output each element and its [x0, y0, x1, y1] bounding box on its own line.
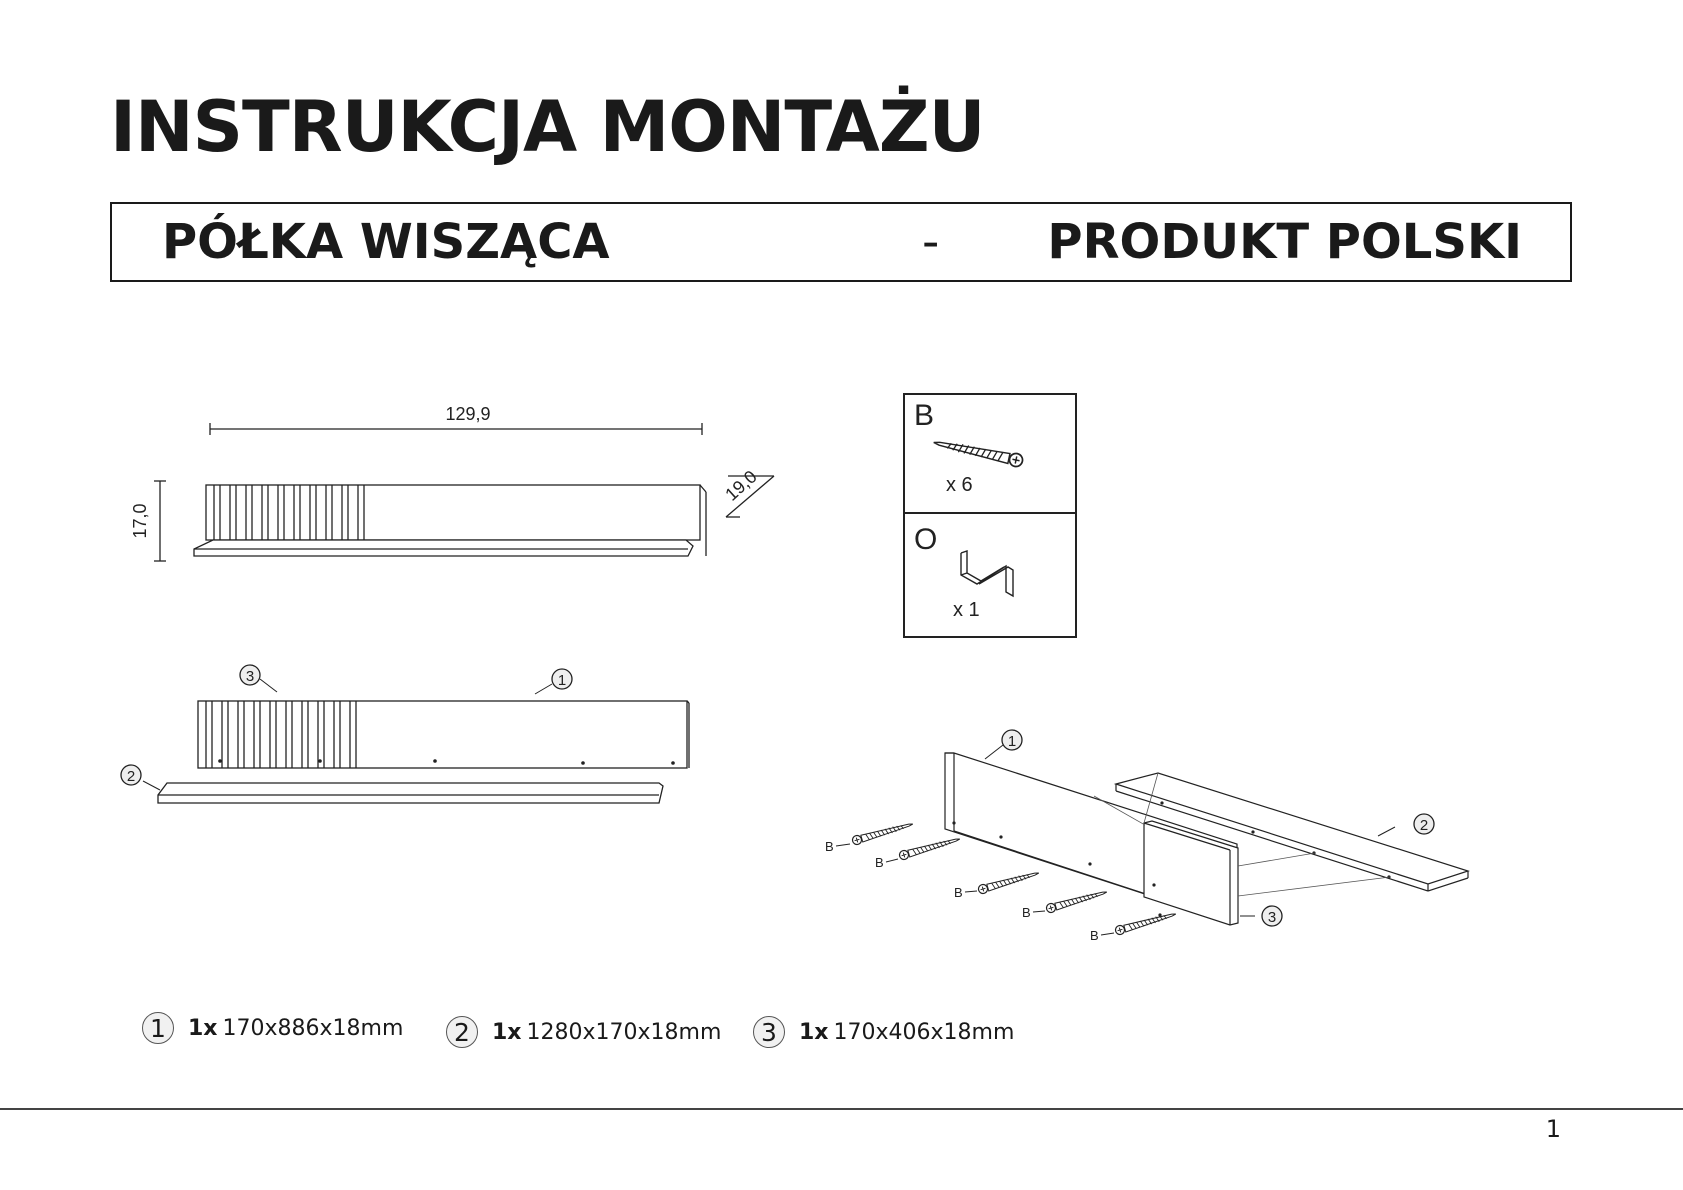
part-dimensions: 170x406x18mm	[833, 1019, 1015, 1045]
screw-4	[1045, 888, 1108, 914]
svg-text:3: 3	[245, 668, 255, 685]
part-3	[753, 1016, 1014, 1048]
screw-label-3: B	[954, 885, 963, 900]
part-2	[446, 1016, 721, 1048]
hanging-bracket-icon	[961, 551, 1013, 596]
screw-label-2: B	[875, 855, 884, 870]
product-origin: PRODUKT POLSKI	[1047, 214, 1522, 270]
hardware-qty-o: x 1	[953, 599, 980, 621]
part-dimensions: 170x886x18mm	[222, 1015, 404, 1041]
screw-3	[977, 869, 1040, 895]
part-quantity: 1x	[492, 1019, 522, 1045]
svg-text:3: 3	[1267, 909, 1277, 926]
footer-divider	[0, 1108, 1683, 1110]
front-view	[154, 423, 774, 561]
part-dimensions: 1280x170x18mm	[526, 1019, 722, 1045]
callout-2-front	[121, 765, 141, 785]
screw-label-5: B	[1090, 928, 1099, 943]
part-number: 3	[753, 1016, 785, 1048]
slat-group	[214, 485, 364, 540]
callout-2-iso	[1414, 814, 1434, 834]
screw-5	[1114, 910, 1177, 936]
page-number: 1	[1545, 1115, 1561, 1143]
width-label: 129,9	[445, 404, 491, 424]
product-name: PÓŁKA WISZĄCA	[162, 214, 610, 270]
svg-text:1: 1	[557, 672, 567, 689]
screw-icon	[932, 436, 1023, 468]
screw-label-1: B	[825, 839, 834, 854]
hardware-letter-b: B	[914, 399, 935, 432]
iso-slat-block	[1144, 821, 1238, 925]
part-1	[142, 1012, 403, 1044]
depth-label: 19,0	[721, 466, 761, 505]
callout-1-iso	[1002, 730, 1022, 750]
svg-text:2: 2	[126, 768, 136, 785]
exploded-front-view	[143, 679, 689, 803]
height-label: 17,0	[130, 503, 150, 539]
svg-text:1: 1	[1007, 733, 1017, 750]
screw-2	[898, 835, 961, 861]
back-panel	[206, 485, 700, 540]
part-quantity: 1x	[799, 1019, 829, 1045]
callout-1-front	[552, 669, 572, 689]
hardware-qty-b: x 6	[946, 474, 973, 496]
screw-1	[851, 820, 914, 846]
parts-list	[0, 1012, 1683, 1062]
hardware-letter-o: O	[914, 523, 938, 556]
callout-3-iso	[1262, 906, 1282, 926]
hardware-box	[904, 394, 1076, 637]
part-number: 2	[446, 1016, 478, 1048]
shelf-board	[194, 540, 693, 556]
part-number: 1	[142, 1012, 174, 1044]
document-title: INSTRUKCJA MONTAŻU	[110, 86, 985, 168]
svg-text:2: 2	[1419, 817, 1429, 834]
slat-group-front	[206, 701, 356, 768]
shelf-board-front	[158, 783, 663, 803]
screw-label-4: B	[1022, 905, 1031, 920]
part-quantity: 1x	[188, 1015, 218, 1041]
back-panel-front	[198, 701, 687, 768]
isometric-exploded-view	[945, 745, 1468, 925]
callout-3-front	[240, 665, 260, 685]
header-separator: -	[922, 214, 940, 270]
